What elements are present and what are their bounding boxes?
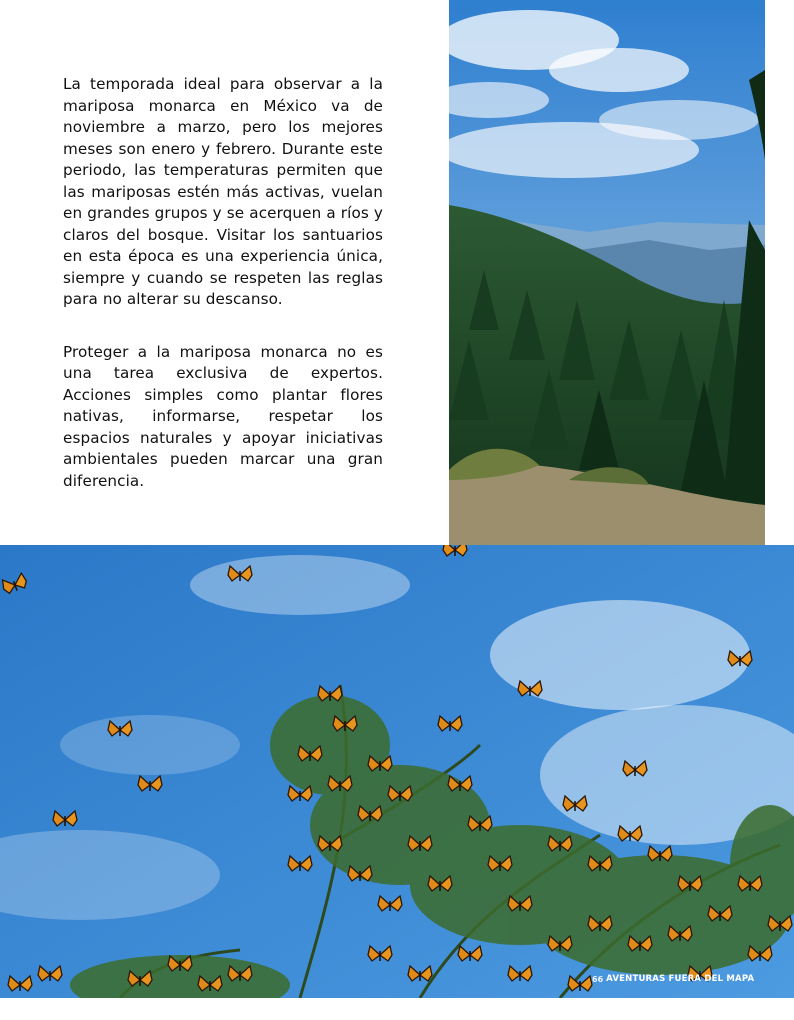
article-body bbox=[63, 74, 383, 492]
forest-photo bbox=[449, 0, 765, 548]
page-number: 66 bbox=[592, 974, 604, 984]
paragraph-protection: Proteger a la mariposa monarca no es una tarea exclusiva de expertos. Acciones simples como plantar flores nativas, informarse, respetar los espacios naturales y apoyar iniciativas ambientales pueden marcar una gran diferencia. bbox=[63, 342, 383, 490]
page-footer bbox=[592, 971, 754, 987]
magazine-name: AVENTURAS FUERA DEL MAPA bbox=[606, 974, 755, 984]
paragraph-season: La temporada ideal para observar a la mariposa monarca en México va de noviembre a marzo, pero los mejores meses son enero y febrero. Durante este periodo, las temperaturas permiten que las mariposas estén más activas, vuelan en grandes grupos y se acerquen a ríos y claros del bosque. Visitar los santuarios en esta época es una experiencia única, siempre y cuando se respeten las reglas para no alterar su descanso. bbox=[63, 75, 383, 308]
monarch-butterflies-photo bbox=[0, 545, 794, 998]
